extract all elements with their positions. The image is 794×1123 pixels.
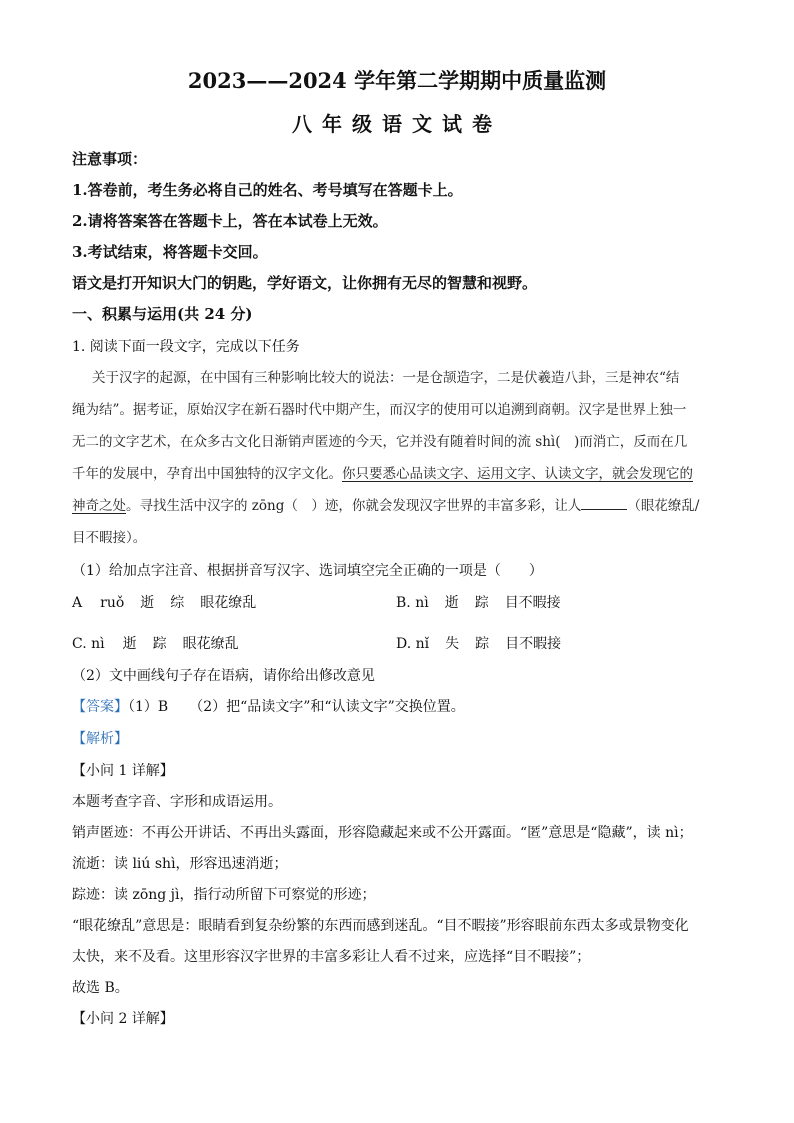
passage-text: 千年的发展中，孕育出中国独特的汉字文化。 <box>72 466 342 482</box>
analysis-line: 本题考查字音、字形和成语运用。 <box>72 794 282 810</box>
exam-subtitle: 八年级语文试卷 <box>292 112 502 136</box>
passage-line-2: 绳为结”。据考证，原始汉字在新石器时代中期产生，而汉字的使用可以追溯到商朝。汉字是世界上独一 <box>72 402 687 418</box>
analysis-line: 踪迹：读 zōng jì，指行动所留下可察觉的形迹； <box>72 887 376 903</box>
passage-line-5 <box>72 500 699 514</box>
passage-text: 。寻找生活中汉字的 zōng（ ）迹，你就会发现汉字世界的丰富多彩，让人 <box>126 498 582 514</box>
underlined-sentence: 你只要悉心品读文字、运用文字、认读文字，就会发现它的 <box>342 466 693 482</box>
sub-q1-detail-heading: 【小问 1 详解】 <box>72 763 174 779</box>
analysis-line: 故选 B。 <box>72 980 129 996</box>
analysis-label: 【解析】 <box>72 731 128 747</box>
note-item-1: 1.答卷前，考生务必将自己的姓名、考号填写在答题卡上。 <box>72 181 463 199</box>
passage-line-6: 目不暇接）。 <box>72 530 147 546</box>
analysis-line: “眼花缭乱”意思是：眼睛看到复杂纷繁的东西而感到迷乱。“目不暇接”形容眼前东西太多或景物变化 <box>72 918 689 934</box>
answer-label: 【答案】 <box>72 699 128 715</box>
analysis-line: 销声匿迹：不再公开讲话、不再出头露面，形容隐藏起来或不公开露面。“匿”意思是“隐藏”，读 nì； <box>72 825 693 841</box>
analysis-line: 流逝：读 liú shì，形容迅速消逝； <box>72 856 288 872</box>
passage-text: （眼花缭乱/ <box>627 498 700 514</box>
motto-line: 语文是打开知识大门的钥匙，学好语文，让你拥有无尽的智慧和视野。 <box>72 274 538 292</box>
sub-q2-detail-heading: 【小问 2 详解】 <box>72 1011 174 1027</box>
answer-line <box>72 700 465 714</box>
sub-question-2: （2）文中画线句子存在语病，请你给出修改意见 <box>72 668 375 684</box>
note-item-3: 3.考试结束，将答题卡交回。 <box>72 243 268 261</box>
passage-line-1: 关于汉字的起源，在中国有三种影响比较大的说法：一是仓颉造字，二是伏羲造八卦，三是神农“结 <box>92 370 680 386</box>
passage-line-4 <box>72 468 693 482</box>
option-a: A ruǒ 逝 综 眼花缭乱 <box>72 595 257 611</box>
fill-blank <box>581 508 627 510</box>
answer-content: （1）B （2）把“品读文字”和“认读文字”交换位置。 <box>128 699 465 715</box>
exam-title: 2023——2024 学年第二学期期中质量监测 <box>187 68 607 93</box>
sub-question-1: （1）给加点字注音、根据拼音写汉字、选词填空完全正确的一项是（ ） <box>72 563 543 579</box>
passage-line-3: 无二的文字艺术，在众多古文化日渐销声匿迹的今天，它并没有随着时间的流 shì( )而消亡，反而在几 <box>72 434 688 450</box>
option-b: B. nì 逝 踪 目不暇接 <box>396 595 561 611</box>
option-c: C. nì 逝 踪 眼花缭乱 <box>72 636 239 652</box>
section-heading: 一、积累与运用(共 24 分) <box>72 305 253 323</box>
analysis-line: 太快，来不及看。这里形容汉字世界的丰富多彩让人看不过来，应选择“目不暇接”； <box>72 949 591 965</box>
question-1-stem: 1. 阅读下面一段文字，完成以下任务 <box>72 339 300 355</box>
notes-heading: 注意事项： <box>72 150 148 168</box>
underlined-sentence-end: 神奇之处 <box>72 498 126 514</box>
option-d: D. nǐ 失 踪 目不暇接 <box>396 636 562 652</box>
note-item-2: 2.请将答案答在答题卡上，答在本试卷上无效。 <box>72 212 388 230</box>
